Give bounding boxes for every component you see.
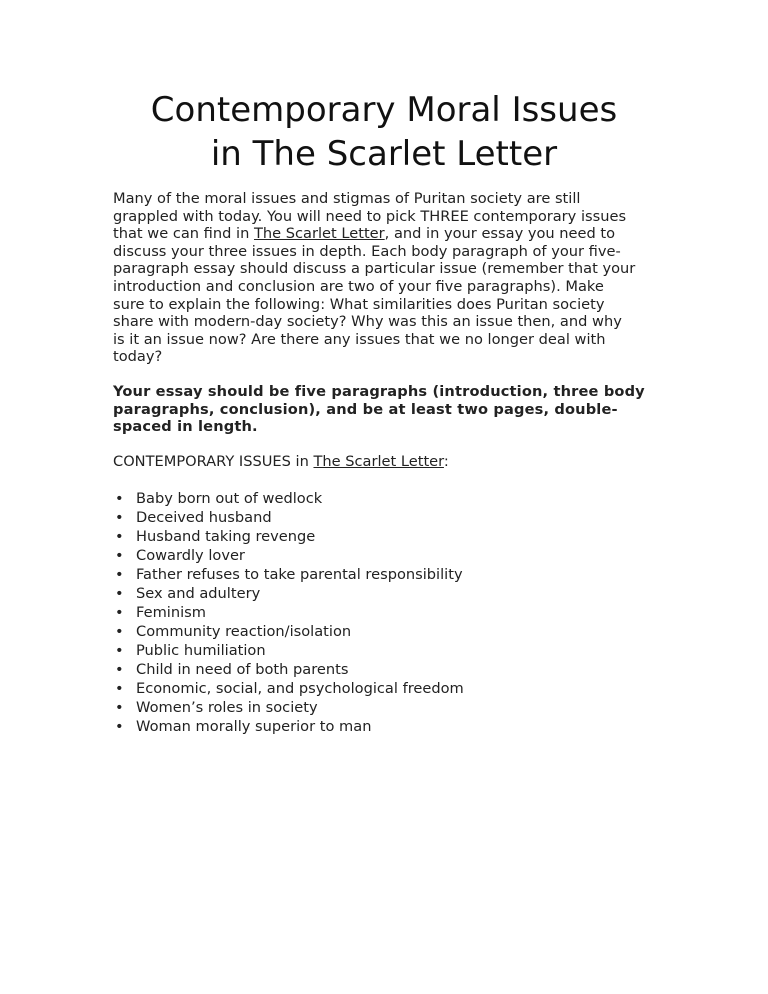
- issue-text: Economic, social, and psychological freedom: [136, 680, 464, 697]
- list-item: [113, 679, 464, 698]
- requirement-line: Your essay should be five paragraphs (introduction, three body: [113, 383, 645, 400]
- list-item: [113, 527, 464, 546]
- list-item: [113, 622, 464, 641]
- issue-text: Deceived husband: [136, 509, 272, 526]
- issues-heading: [113, 453, 673, 471]
- list-item: [113, 603, 464, 622]
- bullet-icon: •: [115, 585, 124, 602]
- list-item: [113, 717, 464, 736]
- book-title-underlined: The Scarlet Letter: [313, 453, 444, 470]
- intro-line: discuss your three issues in depth. Each body paragraph of your five-: [113, 242, 621, 260]
- intro-line: grappled with today. You will need to pick THREE contemporary issues: [113, 207, 627, 225]
- intro-line: Many of the moral issues and stigmas of Puritan society are still: [113, 190, 581, 207]
- list-item: [113, 660, 464, 679]
- issue-text: Baby born out of wedlock: [136, 490, 323, 507]
- list-item: [113, 641, 464, 660]
- intro-line: sure to explain the following: What similarities does Puritan society: [113, 295, 605, 313]
- list-item: [113, 565, 464, 584]
- bullet-icon: •: [115, 718, 124, 735]
- list-item: [113, 546, 464, 565]
- requirement-paragraph: [113, 383, 673, 436]
- issue-text: Woman morally superior to man: [136, 718, 372, 735]
- bullet-icon: •: [115, 680, 124, 697]
- title-line-2: in The Scarlet Letter: [210, 134, 558, 174]
- intro-paragraph: [113, 190, 673, 366]
- list-item: [113, 584, 464, 603]
- title-line-1: Contemporary Moral Issues: [150, 90, 618, 130]
- intro-line: introduction and conclusion are two of your five paragraphs). Make: [113, 277, 604, 295]
- issue-text: Cowardly lover: [136, 547, 245, 564]
- book-title-underlined: The Scarlet Letter: [253, 225, 385, 243]
- bullet-icon: •: [115, 566, 124, 583]
- list-item: [113, 489, 464, 508]
- list-item: [113, 698, 464, 717]
- bullet-icon: •: [115, 661, 124, 678]
- page-title: [0, 88, 768, 176]
- requirement-line: paragraphs, conclusion), and be at least two pages, double-: [113, 400, 618, 418]
- issues-heading-prefix: CONTEMPORARY ISSUES in: [113, 453, 314, 470]
- issue-text: Public humiliation: [136, 642, 266, 659]
- bullet-icon: •: [115, 509, 124, 526]
- issue-text: Child in need of both parents: [136, 661, 349, 678]
- issue-text: Women’s roles in society: [136, 699, 318, 716]
- bullet-icon: •: [115, 604, 124, 621]
- intro-line: , and in your essay you need to: [384, 225, 616, 243]
- issue-text: Community reaction/isolation: [136, 623, 352, 640]
- intro-line: that we can find in: [113, 225, 254, 243]
- requirement-line: spaced in length.: [113, 418, 258, 436]
- issues-heading-suffix: :: [443, 453, 449, 470]
- bullet-icon: •: [115, 528, 124, 545]
- bullet-icon: •: [115, 699, 124, 716]
- issue-text: Sex and adultery: [136, 585, 261, 602]
- intro-line: paragraph essay should discuss a particular issue (remember that your: [113, 260, 636, 278]
- bullet-icon: •: [115, 642, 124, 659]
- intro-line: share with modern-day society? Why was this an issue then, and why: [113, 313, 622, 331]
- bullet-icon: •: [115, 490, 124, 507]
- issues-list: [113, 489, 464, 736]
- issue-text: Husband taking revenge: [136, 528, 316, 545]
- intro-line: today?: [113, 348, 163, 366]
- issue-text: Father refuses to take parental responsibility: [136, 566, 463, 583]
- list-item: [113, 508, 464, 527]
- issue-text: Feminism: [136, 604, 206, 621]
- bullet-icon: •: [115, 547, 124, 564]
- bullet-icon: •: [115, 623, 124, 640]
- intro-line: is it an issue now? Are there any issues that we no longer deal with: [113, 330, 606, 348]
